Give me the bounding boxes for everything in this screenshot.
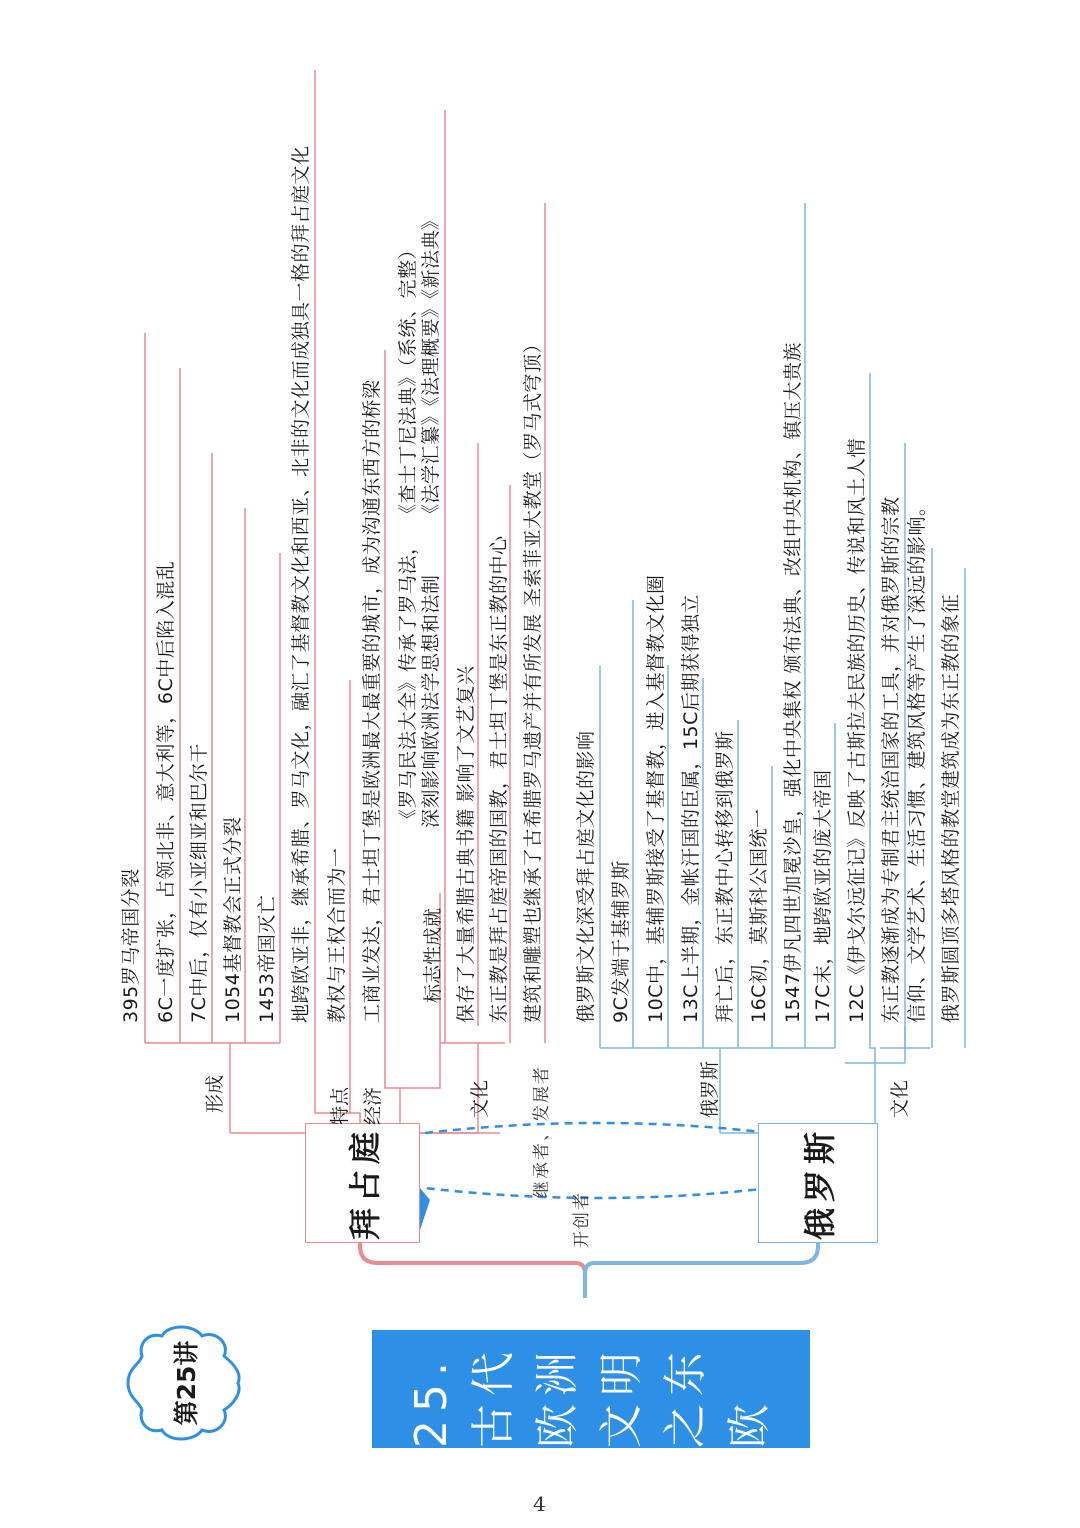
rus-culture-item-3: 信仰、文学艺术、生活习惯、建筑风格等产生了深远的影响。	[906, 496, 928, 1023]
byz-culture-item-1: 保存了大量希腊古典书籍 影响了文艺复兴	[455, 665, 477, 1023]
relation-lower: 开创者	[572, 1191, 592, 1248]
main-title: 25.古代欧洲文明之东欧	[372, 1330, 810, 1448]
rus-item-2: 9C发端于基辅罗斯	[610, 860, 632, 1023]
features-geo: 地跨欧亚非，继承希腊、罗马文化，融汇了基督教文化和西亚、北非的文化而成独具一格的拜占庭文化	[290, 145, 312, 1023]
rus-culture-item-4: 俄罗斯圆顶多塔风格的教堂建筑成为东正教的象征	[940, 593, 962, 1023]
rus-culture-item-2: 东正教逐渐成为专制君主统治国家的工具，并对俄罗斯的宗教	[880, 496, 902, 1023]
formation-item-5: 1453帝国灭亡	[256, 894, 278, 1023]
rus-item-4: 13C上半期，金帐汗国的臣属，15C后期获得独立	[680, 594, 702, 1023]
byz-culture-item-2: 东正教是拜占庭帝国的国教，君士坦丁堡是东正教的中心	[488, 535, 510, 1023]
achievement-line2: 深刻影响欧洲法学思想和法制	[420, 574, 442, 828]
rus-culture-item-1: 12C《伊戈尔远征记》反映了古斯拉夫民族的历史、传说和风土人情	[846, 438, 868, 1023]
byz-culture-item-3: 建筑和雕塑也继承了古希腊罗马遗产并有所发展 圣索菲亚大教堂（罗马式穹顶）	[522, 333, 544, 1023]
label-economy: 经济	[362, 1086, 384, 1125]
lecture-badge	[120, 1318, 250, 1448]
page-number: 4	[533, 1492, 546, 1516]
formation-item-3: 7C中后，仅有小亚细亚和巴尔干	[188, 743, 210, 1023]
rus-item-1: 俄罗斯文化深受拜占庭文化的影响	[575, 730, 597, 1023]
formation-item-1: 395罗马帝国分裂	[120, 868, 142, 1023]
rus-item-7: 1547伊凡四世加冕沙皇，强化中央集权 颁布法典、改组中央机构、镇压大贵族	[782, 342, 804, 1023]
label-culture-byz: 文化	[469, 1079, 491, 1118]
label-features: 特点	[329, 1086, 351, 1125]
rus-item-8: 17C末，地跨欧亚的庞大帝国	[812, 769, 834, 1023]
formation-item-4: 1054基督教会正式分裂	[222, 816, 244, 1023]
badge-label: 第25讲	[172, 1340, 201, 1426]
node-byzantium: 拜占庭	[305, 1123, 420, 1243]
achievement-line1: 《罗马民法大全》传承了罗马法，	[397, 535, 419, 828]
label-russia-branch: 俄罗斯	[699, 1060, 721, 1118]
rus-item-5: 拜亡后，东正教中心转移到俄罗斯	[714, 730, 736, 1023]
features-item-1: 教权与王权合而为一	[326, 847, 348, 1023]
achievement-line2b: 《法学汇纂》《法理概要》《新法典》	[420, 210, 442, 523]
rus-item-3: 10C中，基辅罗斯接受了基督教，进入基督教文化圈	[645, 574, 667, 1023]
label-achievement: 标志性成就	[422, 907, 444, 1003]
label-culture-rus: 文化	[889, 1079, 911, 1118]
label-formation: 形成	[204, 1074, 226, 1113]
achievement-line1b: 《查士丁尼法典》（系统、完整）	[397, 239, 419, 523]
node-russia: 俄罗斯	[758, 1123, 878, 1243]
economy-text: 工商业发达，君士坦丁堡是欧洲最大最重要的城市，成为沟通东西方的桥梁	[361, 379, 383, 1023]
relation-upper: 继承者、发展者	[532, 1065, 552, 1198]
rus-item-6: 16C初，莫斯科公国统一	[748, 808, 770, 1023]
formation-item-2: 6C一度扩张，占领北非、意大利等，6C中后陷入混乱	[155, 560, 177, 1023]
